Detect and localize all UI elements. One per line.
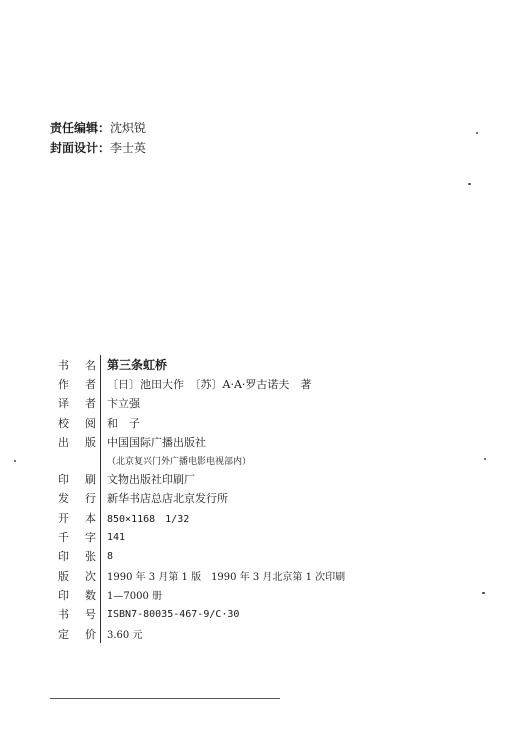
colophon-row-sheets — [58, 547, 345, 566]
scan-speck — [484, 458, 486, 460]
scan-speck — [482, 592, 485, 594]
colophon-row-authors — [58, 374, 345, 393]
print-run-value: 1—7000 册 — [100, 585, 162, 604]
colophon-row-translator — [58, 394, 345, 413]
row-label: 校 阅 — [58, 416, 96, 430]
cover-designer-credit — [50, 138, 146, 158]
row-label: 印 刷 — [58, 473, 96, 487]
colophon-row-title — [58, 355, 345, 374]
edition-value: 1990 年 3 月第 1 版 1990 年 3 月北京第 1 次印刷 — [100, 566, 345, 585]
colophon-row-edition — [58, 566, 345, 585]
row-label: 出 版 — [58, 435, 96, 449]
row-label: 开 本 — [58, 511, 96, 525]
row-label: 版 次 — [58, 569, 96, 583]
cover-designer-name: 李士英 — [110, 141, 147, 155]
colophon-row-publisher — [58, 432, 345, 451]
row-label: 书 名 — [58, 358, 96, 372]
colophon-row-isbn — [58, 605, 345, 624]
row-label: 印 张 — [58, 550, 96, 564]
editor-credit — [50, 118, 146, 138]
colophon-row-word-count — [58, 527, 345, 546]
scan-speck — [468, 183, 471, 185]
authors-value: 〔日〕池田大作 〔苏〕A·A·罗古诺夫 著 — [100, 374, 311, 393]
cover-designer-label: 封面设计： — [50, 141, 111, 155]
bottom-rule — [50, 698, 280, 699]
row-label: 定 价 — [58, 627, 96, 641]
scan-speck — [14, 460, 16, 462]
colophon-row-printer — [58, 469, 345, 488]
staff-credits — [50, 118, 146, 158]
publisher-value: 中国国际广播出版社 — [100, 432, 206, 451]
translator-value: 卞立强 — [100, 394, 140, 413]
sheets-value: 8 — [100, 547, 113, 566]
colophon-row-format — [58, 508, 345, 527]
price-value: 3.60 元 — [100, 624, 142, 643]
publisher-address: （北京复兴门外广播电影电视部内） — [100, 451, 251, 469]
colophon-table — [58, 355, 345, 643]
format-value: 850×1168 1/32 — [100, 508, 189, 527]
proofreader-value: 和 子 — [100, 413, 140, 432]
row-label: 发 行 — [58, 492, 96, 506]
distributor-value: 新华书店总店北京发行所 — [100, 489, 228, 508]
row-label: 千 字 — [58, 531, 96, 545]
printer-value: 文物出版社印刷厂 — [100, 469, 195, 488]
isbn-value: ISBN7-80035-467-9/C·30 — [100, 605, 239, 624]
row-label: 印 数 — [58, 588, 96, 602]
row-label: 书 号 — [58, 608, 96, 622]
row-label: 译 者 — [58, 397, 96, 411]
scan-speck — [476, 132, 478, 134]
word-count-value: 141 — [100, 527, 125, 546]
editor-name: 沈炽锐 — [110, 121, 147, 135]
colophon-row-print-run — [58, 585, 345, 604]
colophon-row-distributor — [58, 489, 345, 508]
colophon-row-price — [58, 624, 345, 643]
colophon-row-publisher-address — [58, 451, 345, 469]
colophon-row-proofreader — [58, 413, 345, 432]
editor-label: 责任编辑： — [50, 121, 111, 135]
book-title: 第三条虹桥 — [100, 355, 167, 374]
row-label: 作 者 — [58, 377, 96, 391]
